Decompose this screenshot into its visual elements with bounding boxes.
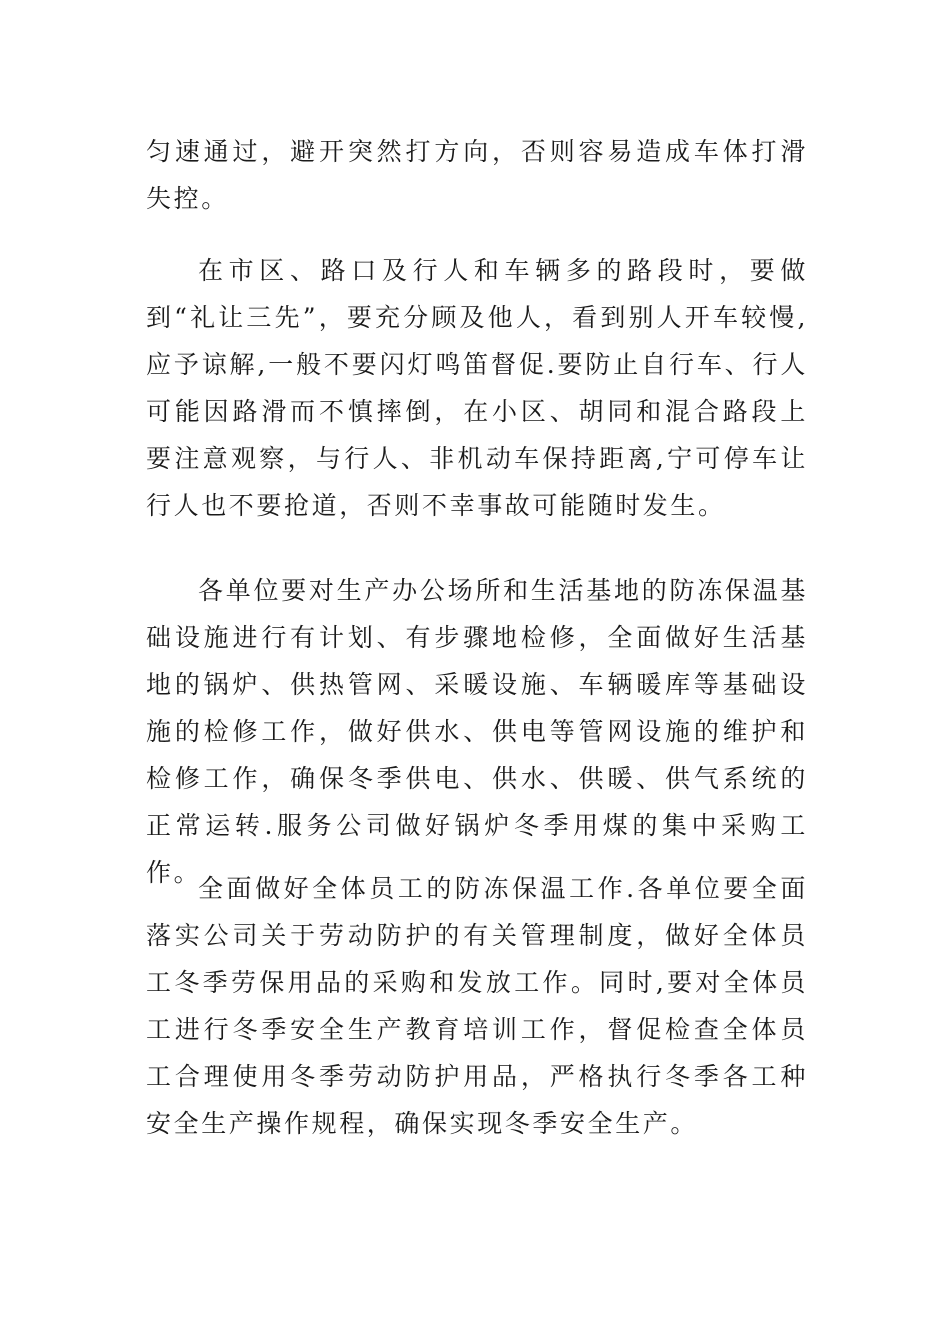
- paragraph-employee-protection: 全面做好全体员工的防冻保温工作.各单位要全面落实公司关于劳动防护的有关管理制度，做好全体员工冬季劳保用品的采购和发放工作。同时,要对全体员工进行冬季安全生产教育培训工作，督促检查全体员工合理使用冬季劳动防护用品，严格执行冬季各工种安全生产操作规程，确保实现冬季安全生产。: [146, 874, 808, 1138]
- paragraph-facility-maintenance: 各单位要对生产办公场所和生活基地的防冻保温基础设施进行有计划、有步骤地检修，全面做好生活基地的锅炉、供热管网、采暖设施、车辆暖库等基础设施的检修工作，做好供水、供电等管网设施的维护和检修工作，确保冬季供电、供水、供暖、供气系统的正常运转.服务公司做好锅炉冬季用煤的集中采购工作。: [146, 576, 808, 887]
- paragraph-traffic-courtesy: 在市区、路口及行人和车辆多的路段时，要做到“礼让三先”，要充分顾及他人，看到别人开车较慢,应予谅解,一般不要闪灯鸣笛督促.要防止自行车、行人可能因路滑而不慎摔倒，在小区、胡同和混合路段上要注意观察，与行人、非机动车保持距离,宁可停车让行人也不要抢道，否则不幸事故可能随时发生。: [146, 256, 808, 520]
- paragraph-continuation: 匀速通过，避开突然打方向，否则容易造成车体打滑失控。: [146, 137, 808, 213]
